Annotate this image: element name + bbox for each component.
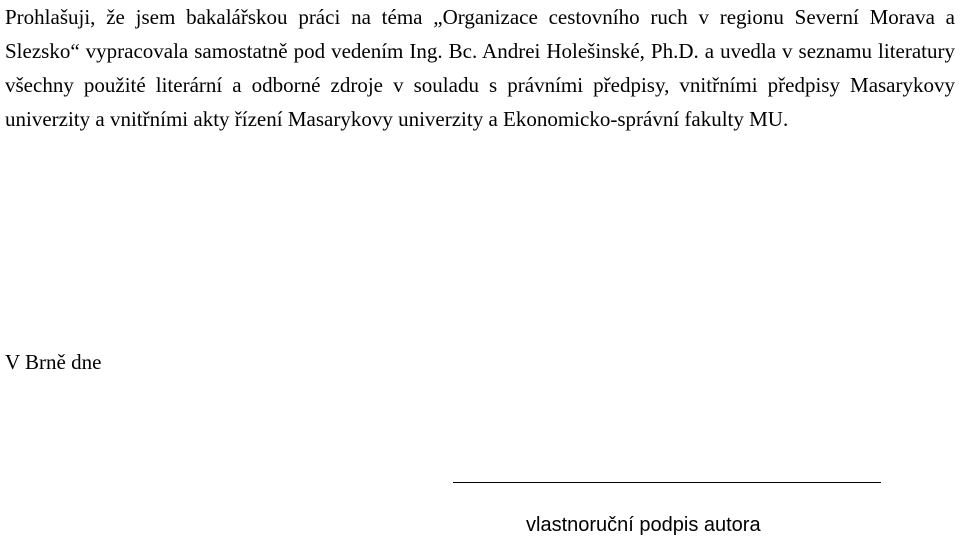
signature-label: vlastnoruční podpis autora xyxy=(526,514,761,536)
place-date-label: V Brně dne xyxy=(5,350,102,374)
signature-line xyxy=(453,482,881,483)
declaration-paragraph: Prohlašuji, že jsem bakalářskou práci na téma „Organizace cestovního ruch v regionu Severní Morava a Slezsko“ vypracovala samostatně pod vedením Ing. Bc. Andrei Holešinské, Ph.D. a uvedla v seznamu literatury všechny použité literární a odborné zdroje v souladu s právními předpisy, vnitřními předpisy Masarykovy univerzity a vnitřními akty řízení Masarykovy univerzity a Ekonomicko-správní fakulty MU. xyxy=(5,5,955,131)
